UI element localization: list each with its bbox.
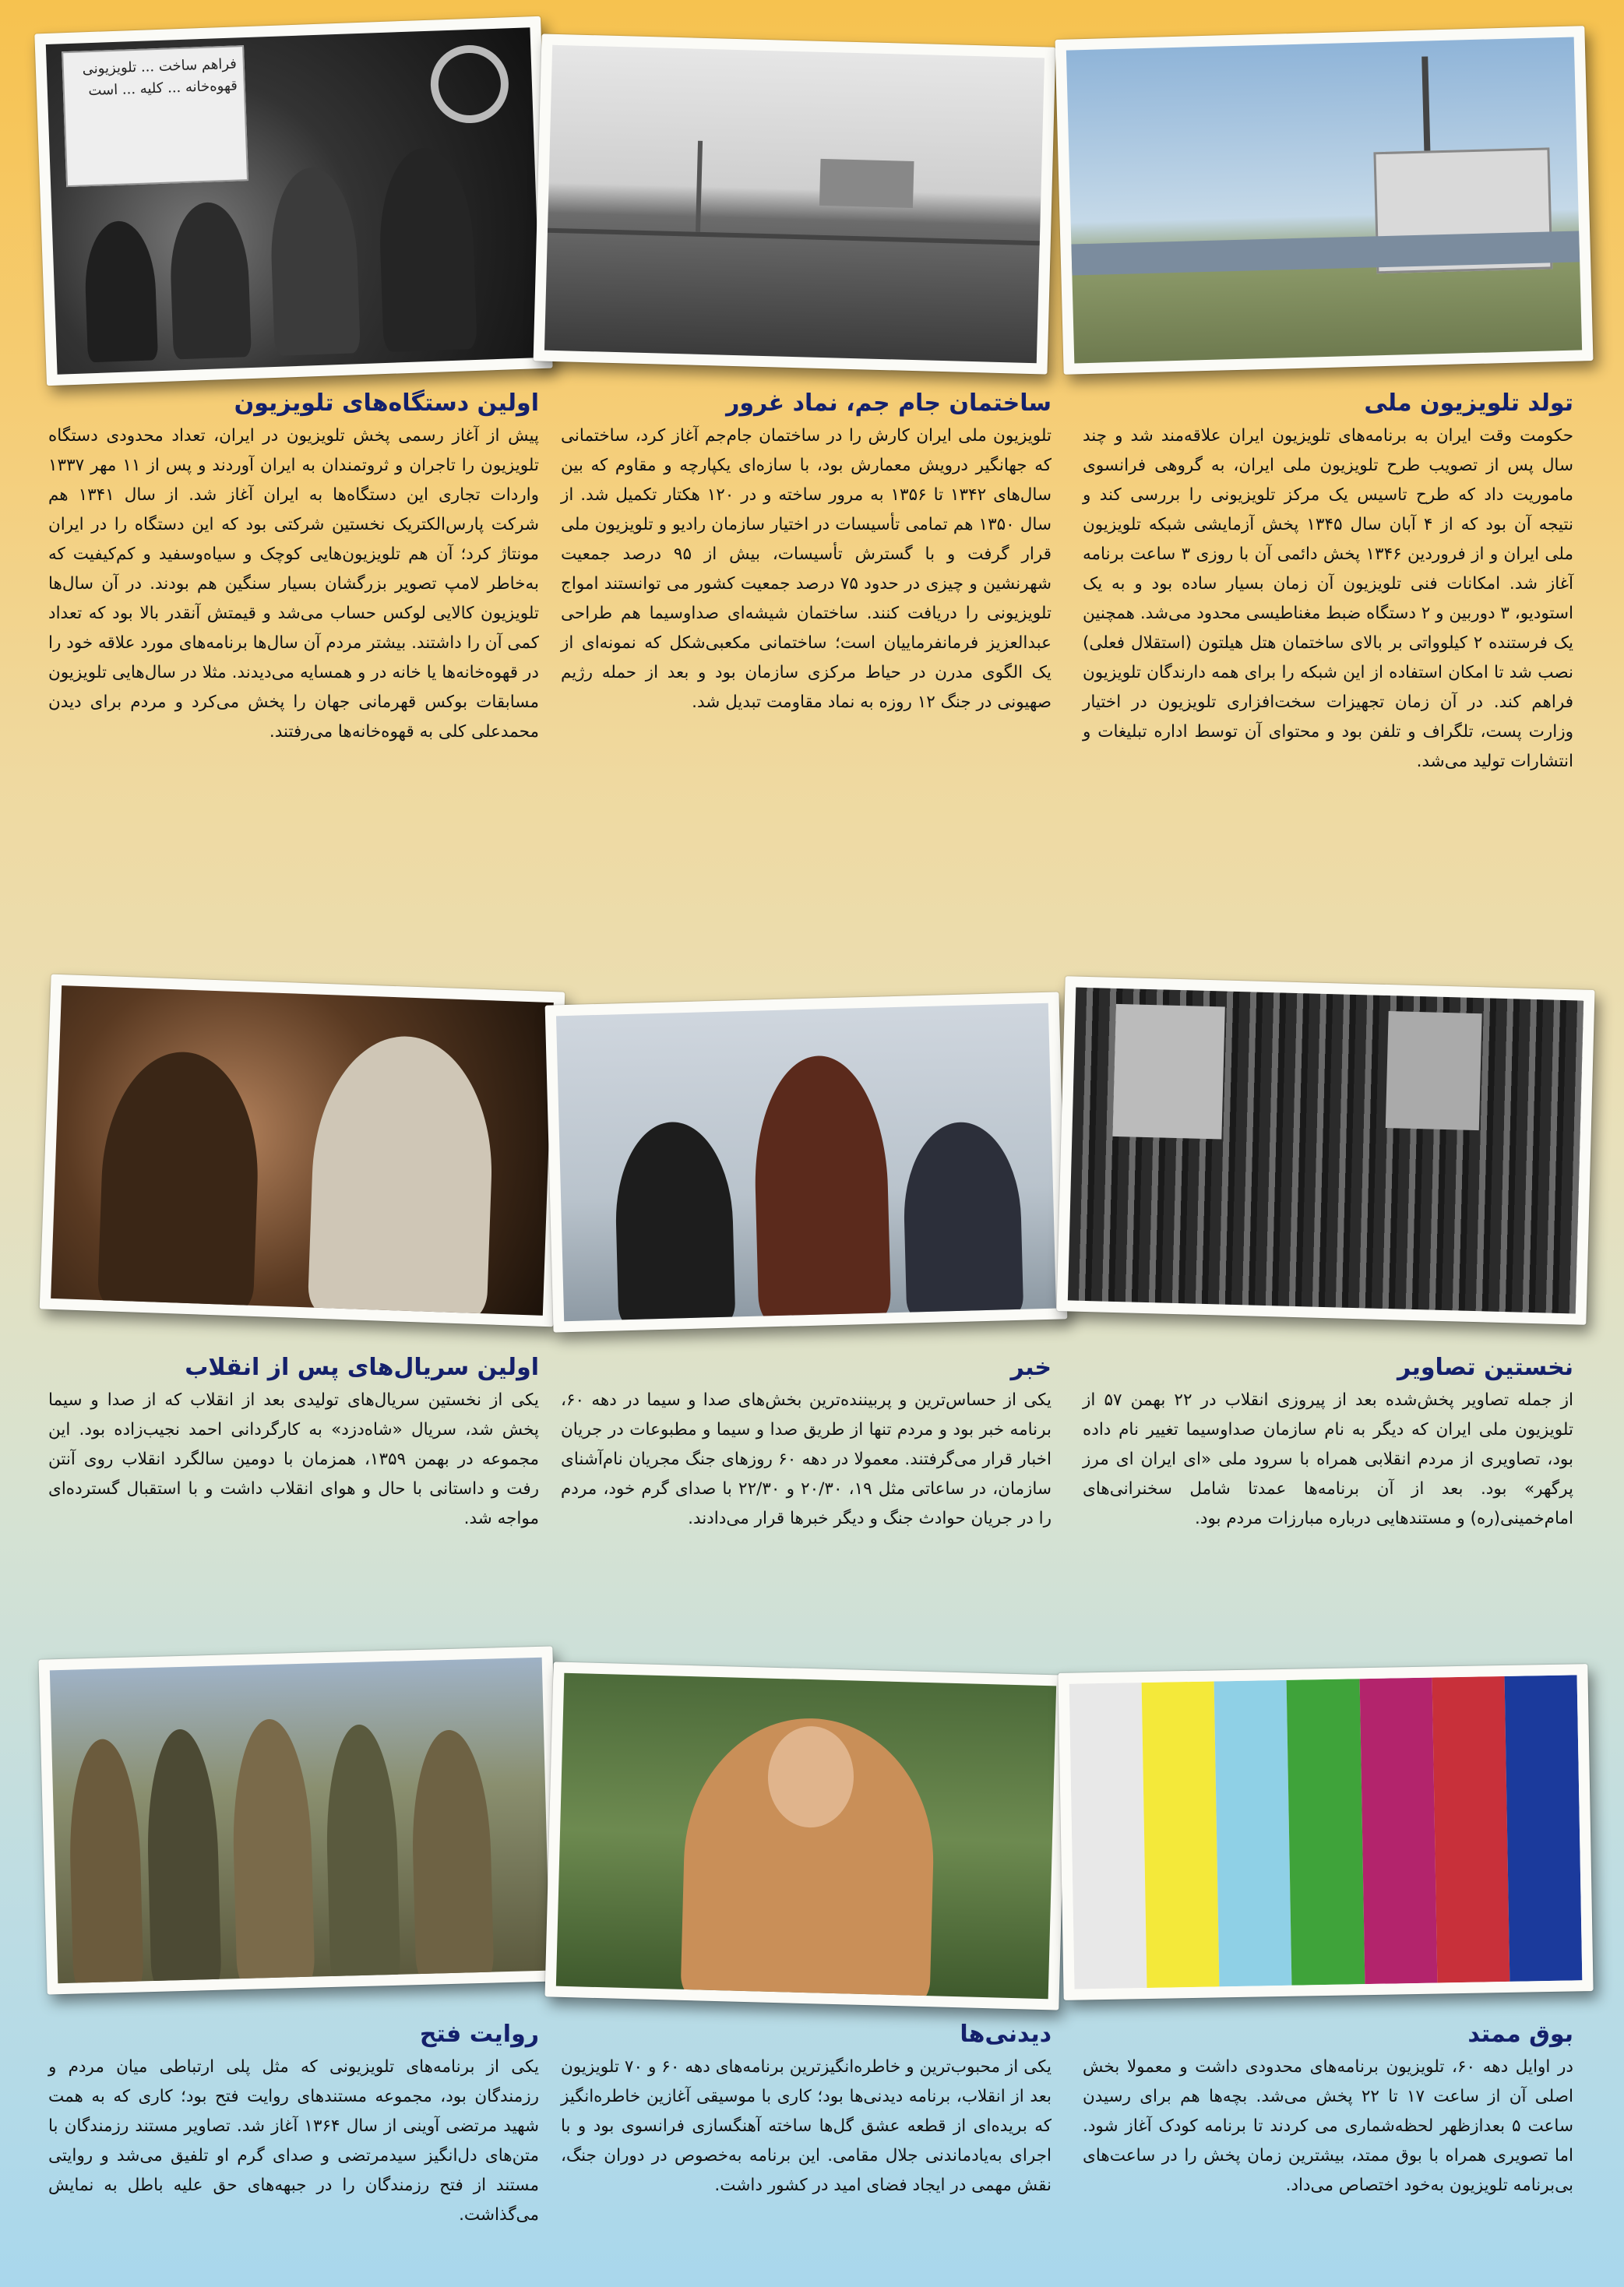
section-body: یکی از محبوب‌ترین و خاطره‌انگیزترین برنامه‌های دهه ۶۰ و ۷۰ تلویزیون بعد از انقلاب، برنامه دیدنی‌ها بود؛ کاری با موسیقی آغازین خاطره‌انگیز که بریده‌ای از قطعه عشق گل‌ها ساخته آهنگسازی فرانسوی بود و با اجرای به‌یادماندنی جلال مقامی. این برنامه به‌خصوص در دوران جنگ، نقش مهمی در ایجاد فضای امید در کشور داشت. (561, 2057, 1052, 2195)
section-body: از جمله تصاویر پخش‌شده بعد از پیروزی انقلاب در ۲۲ بهمن ۵۷ از تلویزیون ملی ایران که دیگر به نام سازمان صداوسیما تغییر نام داده بود، تصاویری از مردم انقلابی همراه با سرود ملی «ای ایران ای مرز پرگهر» بود. بعد از آن برنامه‌ها عمدتا شامل سخنرانی‌های امام‌خمینی(ره) و مستندهایی درباره مبارزات مردم بود. (1083, 1390, 1573, 1528)
section-body: یکی از برنامه‌های تلویزیونی که مثل پلی ارتباطی میان مردم و رزمندگان بود، مجموعه مستندهای روایت فتح بود؛ کاری که به همت شهید مرتضی آوینی از سال ۱۳۶۴ آغاز شد. تصاویر مستند رزمندگان با متن‌های دل‌انگیز سیدمرتضی و صدای گرم او تلفیق می‌شد و روایتی مستند از فتح رزمندگان را در جبهه‌های حق علیه باطل به نمایش می‌گذاشت. (48, 2057, 539, 2225)
shop-sign: فراهم ساخت ... تلویزیونی قهوه‌خانه ... کلیه ... است (62, 45, 248, 187)
photo-revolution-crowd (1056, 976, 1594, 1325)
section-didaniha (561, 2021, 1052, 2201)
photo-cafe-tv-viewers (34, 16, 552, 386)
section-first-images (1083, 1354, 1573, 1534)
section-title: خبر (1010, 1354, 1052, 1381)
section-body: حکومت وقت ایران به برنامه‌های تلویزیون ایران علاقه‌مند شد و چند سال پس از تصویب طرح تلویزیون ملی ایران، به گروهی فرانسوی ماموریت داد که طرح تاسیس یک مرکز تلویزیونی را بررسی کند و نتیجه آن بود که از ۴ آبان سال ۱۳۴۵ پخش آزمایشی شبکه تلویزیون ملی ایران و از فروردین ۱۳۴۶ پخش دائمی آن با روزی ۳ ساعت برنامه آغاز شد. امکانات فنی تلویزیون آن زمان بسیار ساده بود و به یک استودیو، ۳ دوربین و ۲ دستگاه ضبط مغناطیسی محدود می‌شد. همچنین یک فرستنده ۲ کیلوواتی بر بالای ساختمان هتل هیلتون (استقلال فعلی) نصب شد تا امکان استفاده از این شبکه را برای همه دارندگان تلویزیون فراهم کند. در آن زمان تجهیزات سخت‌افزاری تلویزیون در اختیار وزارت پست، تلگراف و تلفن بود و محتوای آن توسط اداره تبلیغات و انتشارات تولید می‌شد. (1083, 426, 1573, 771)
section-title: اولین سریال‌های پس از انقلاب (185, 1354, 539, 1381)
section-news (561, 1354, 1052, 1534)
photo-news-anchors (545, 992, 1068, 1332)
section-title: اولین دستگاه‌های تلویزیون (234, 389, 539, 417)
photo-didaniha-presenter (544, 1662, 1067, 2010)
section-title: نخستین تصاویر (1397, 1354, 1573, 1381)
section-revayat-fath (48, 2021, 539, 2230)
photo-test-pattern (1058, 1664, 1593, 2000)
section-first-series (48, 1354, 539, 1534)
photo-jamejam-construction (534, 33, 1056, 374)
section-body: پیش از آغاز رسمی پخش تلویزیون در ایران، تعداد محدودی دستگاه تلویزیون را تاجران و ثروتمندان به ایران آوردند و پس از ۱۱ مهر ۱۳۳۷ واردات تجاری این دستگاه‌ها به ایران آغاز شد. از سال ۱۳۴۱ هم شرکت پارس‌الکتریک نخستین شرکتی بود که این دستگاه را در ایران مونتاژ کرد؛ آن هم تلویزیون‌هایی کوچک و سیاه‌وسفید و کم‌کیفیت که به‌خاطر لامپ تصویر بزرگشان بسیار سنگین هم بودند. در آن سال‌ها تلویزیون کالایی لوکس حساب می‌شد و قیمتش آنقدر بالا بود که تعداد کمی آن را داشتند. بیشتر مردم آن سال‌ها برنامه‌های مورد علاقه خود را در قهوه‌خانه‌ها یا خانه در و همسایه می‌دیدند. مثلا در سال‌هایی تلویزیون مسابقات بوکس قهرمانی جهان را پخش می‌کرد و مردم برای دیدن محمدعلی کلی به قهوه‌خانه‌ها می‌رفتند. (48, 426, 540, 742)
section-title: ساختمان جام جم، نماد غرور (726, 389, 1052, 417)
section-title: دیدنی‌ها (960, 2021, 1052, 2048)
section-title: روایت فتح (419, 2021, 539, 2048)
section-tv-birth (1083, 389, 1573, 777)
section-first-tv-sets (48, 389, 539, 747)
section-title: تولد تلویزیون ملی (1364, 389, 1573, 417)
section-body: یکی از حساس‌ترین و پربیننده‌ترین بخش‌های صدا و سیما در دهه ۶۰، برنامه خبر بود و مردم تنها از طریق صدا و سیما و مطبوعات در جریان اخبار قرار می‌گرفتند. معمولا در دهه ۶۰ روزهای جنگ مجریان نام‌آشنای سازمان، در ساعاتی مثل ۱۹، ۲۰/۳۰ و ۲۲/۳۰ با صدای گرم خود، مردم را در جریان حوادث جنگ و دیگر خبرها قرار می‌دادند. (561, 1390, 1052, 1528)
photo-series-scene (40, 974, 565, 1327)
section-body: در اوایل دهه ۶۰، تلویزیون برنامه‌های محدودی داشت و معمولا بخش اصلی آن از ساعت ۱۷ تا ۲۲ پخش می‌شد. بچه‌ها هم برای رسیدن ساعت ۵ بعدازظهر لحظه‌شماری می کردند تا برنامه کودک آغاز شود. اما تصویری همراه با بوق ممتد، بیشترین زمان پخش را در ساعت‌های بی‌برنامه تلویزیون به‌خود اختصاص می‌داد. (1083, 2057, 1574, 2195)
section-body: تلویزیون ملی ایران کارش را در ساختمان جام‌جم آغاز کرد، ساختمانی که جهانگیر درویش معمارش بود، با سازه‌ای یکپارچه و مقاوم که بین سال‌های ۱۳۴۲ تا ۱۳۵۶ به مرور ساخته و در ۱۲۰ هکتار تکمیل شد. از سال ۱۳۵۰ هم تمامی تأسیسات در اختیار سازمان رادیو و تلویزیون ملی قرار گرفت و با گسترش تأسیسات، بیش از ۹۵ درصد جمعیت شهرنشین و چیزی در حدود ۷۵ درصد جمعیت کشور می توانستند امواج تلویزیونی را دریافت کنند. ساختمان شیشه‌ای صداوسیما هم طراحی عبدالعزیز فرمانفرماییان است؛ ساختمانی مکعبی‌شکل که نمونه‌ای از یک الگوی مدرن در حیاط مرکزی سازمان بود و بعد از حمله رژیم صهیونی در جنگ ۱۲ روزه به نماد مقاومت تبدیل شد. (561, 426, 1052, 712)
section-body: یکی از نخستین سریال‌های تولیدی بعد از انقلاب که از صدا و سیما پخش شد، سریال «شاه‌دزد» به کارگردانی احمد نجیب‌زاده بود. این مجموعه در بهمن ۱۳۵۹، همزمان با دومین سالگرد انقلاب روی آنتن رفت و داستانی با حال و هوای انقلاب داشت و با استقبال گسترده‌ای مواجه شد. (48, 1390, 539, 1528)
photo-fath-documentary-crew (38, 1646, 561, 1994)
section-jamejam (561, 389, 1052, 717)
section-continuous-beep (1083, 2021, 1573, 2201)
color-bars (1069, 1675, 1583, 1989)
photo-tv-building-tower (1055, 26, 1593, 375)
section-title: بوق ممتد (1467, 2021, 1573, 2048)
